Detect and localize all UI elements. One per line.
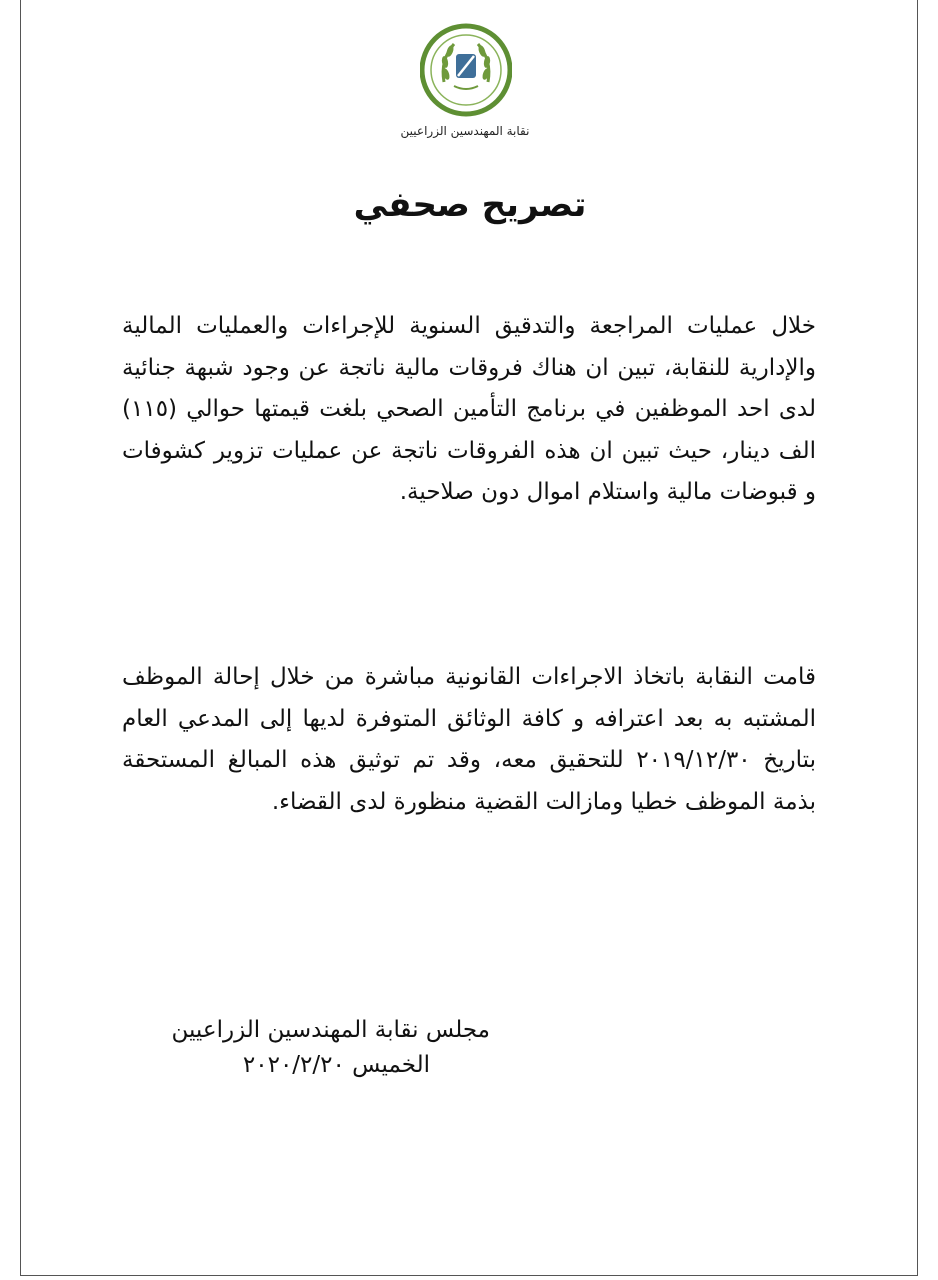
signature-council: مجلس نقابة المهندسين الزراعيين <box>171 1017 490 1043</box>
page-title: تصريح صحفي <box>353 185 587 225</box>
union-logo-seal <box>420 20 512 120</box>
paragraph-audit-findings: خلال عمليات المراجعة والتدقيق السنوية للإجراءات والعمليات المالية والإدارية للنقابة، تبين ان هناك فروقات مالية ناتجة عن وجود شبهة جنائية لدى احد الموظفين في برنامج التأمين الصحي بلغت قيمتها حوالي (١١٥) الف دينار، حيث تبين ان هذه الفروقات ناتجة عن عمليات تزوير كشوفات و قبوضات مالية واستلام اموال دون صلاحية. <box>122 313 816 505</box>
org-name-caption: نقابة المهندسين الزراعيين <box>400 124 530 138</box>
paragraph-legal-actions: قامت النقابة باتخاذ الاجراءات القانونية مباشرة من خلال إحالة الموظف المشتبه به بعد اعترافه و كافة الوثائق المتوفرة لديها إلى المدعي العام بتاريخ ٢٠١٩/١٢/٣٠ للتحقيق معه، وقد تم توثيق هذه المبالغ المستحقة بذمة الموظف خطيا ومازالت القضية منظورة لدى القضاء. <box>122 664 817 815</box>
statement-date: الخميس ٢٠٢٠/٢/٢٠ <box>242 1052 430 1078</box>
